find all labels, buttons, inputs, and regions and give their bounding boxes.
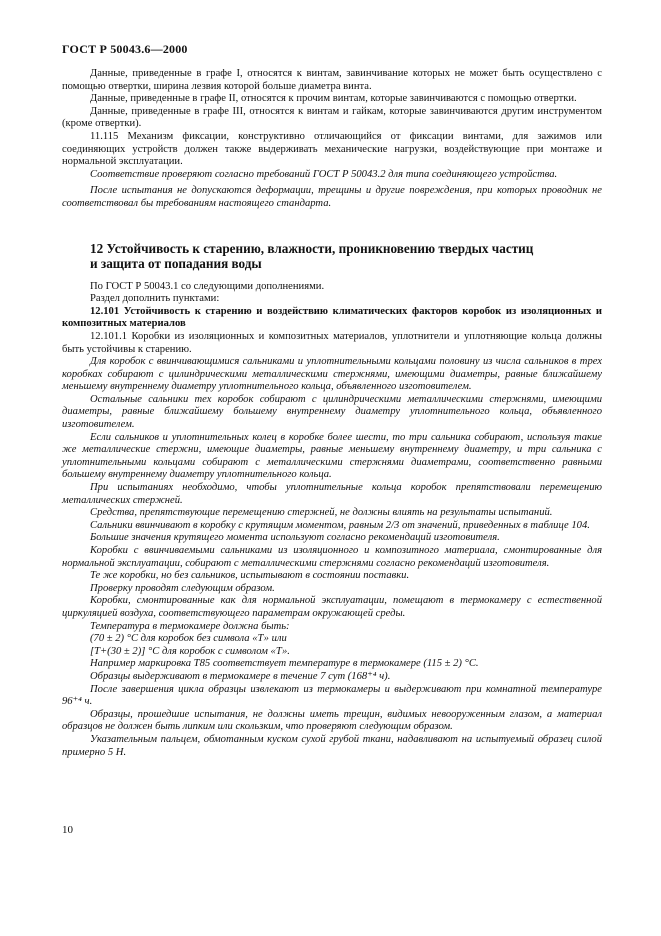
paragraph: Остальные сальники тех коробок собирают с цилиндрическими металлическими стержнями, имеющими диаметры, равные ближайшему большему внутреннему диаметру уплотнительного кольца, объявленного изготовителем.: [62, 393, 602, 431]
page-number: 10: [62, 824, 73, 836]
paragraph: Образцы выдерживают в термокамере в течение 7 сут (168⁺⁴ ч).: [90, 670, 391, 682]
paragraph: Данные, приведенные в графе I, относятся к винтам, завинчивание которых не может быть осуществлено с помощью отвертки, ширина лезвия которой больше диаметра винта.: [62, 68, 602, 92]
paragraph: При испытаниях необходимо, чтобы уплотнительные кольца коробок препятствовали перемещению металлических стержней.: [62, 482, 602, 506]
paragraph: Сальники ввинчивают в коробку с крутящим моментом, равным 2/3 от значений, приведенных в таблице 104.: [90, 519, 590, 531]
paragraph: Температура в термокамере должна быть:: [90, 620, 290, 632]
after-test-note: После испытания не допускаются деформации, трещины и другие повреждения, при которых проводник не соответствовал бы требованиям настоящего стандарта.: [62, 185, 602, 209]
paragraph: После завершения цикла образцы извлекают из термокамеры и выдерживают при комнатной температуре 96⁺⁴ ч.: [62, 683, 602, 708]
temperature-item: [Т+(30 ± 2)] °С для коробок с символом «Т».: [90, 645, 290, 657]
paragraph: Проверку проводят следующим образом.: [90, 582, 275, 594]
paragraph: Если сальников и уплотнительных колец в коробке более шести, то три сальника собирают, используя такие же металлические стержни, имеющие диаметры, равные меньшему внутреннему диаметру, и три сальника с уплотнительными кольцами собирают с металлическими стержнями диаметрами, соответственно равными большему внутреннему диаметру уплотнительного кольца.: [62, 431, 602, 481]
section-heading-line1: 12 Устойчивость к старению, влажности, проникновению твердых частиц: [90, 240, 534, 256]
section-12-heading: [62, 241, 602, 271]
paragraph: Коробки, смонтированные как для нормальной эксплуатации, помещают в термокамеру с естественной циркуляцией воздуха, соответствующего параметрам окружающей среды.: [62, 595, 602, 619]
compliance-note: Соответствие проверяют согласно требований ГОСТ Р 50043.2 для типа соединяющего устройства.: [90, 168, 558, 180]
subsection-12-101-heading: 12.101 Устойчивость к старению и воздействию климатических факторов коробок из изоляционных и композитных материалов: [62, 305, 602, 330]
paragraph: Раздел дополнить пунктами:: [90, 293, 220, 305]
paragraph: Те же коробки, но без сальников, испытывают в состоянии поставки.: [90, 570, 410, 582]
temperature-item: (70 ± 2) °С для коробок без символа «Т» или: [90, 633, 287, 645]
paragraph: Для коробок с ввинчивающимися сальниками и уплотнительными кольцами половину из числа сальников в трех коробках собирают с цилиндрическими металлическими стержнями, имеющими диаметры, равные ближайшему меньшему внутреннему диаметру уплотнительного кольца, объявленного изготовителем.: [62, 356, 602, 393]
paragraph: Коробки с ввинчиваемыми сальниками из изоляционного и композитного материала, смонтированные для нормальной эксплуатации, собирают с металлическими стержнями согласно рекомендаций изготовителя.: [62, 545, 602, 569]
document-body: [62, 68, 602, 759]
paragraph: Указательным пальцем, обмотанным куском сухой грубой ткани, надавливают на испытуемый образец силой примерно 5 Н.: [62, 733, 602, 758]
paragraph: Например маркировка Т85 соответствует температуре в термокамере (115 ± 2) °С.: [90, 658, 479, 670]
page-header: ГОСТ Р 50043.6—2000: [62, 42, 188, 56]
section-heading-line2: и защита от попадания воды: [90, 255, 262, 271]
paragraph: Данные, приведенные в графе III, относятся к винтам и гайкам, которые завинчиваются другим инструментом (кроме отвертки).: [62, 105, 602, 130]
paragraph: Большие значения крутящего момента используют согласно рекомендаций изготовителя.: [90, 532, 500, 544]
paragraph: Средства, препятствующие перемещению стержней, не должны влиять на результаты испытаний.: [90, 507, 553, 519]
paragraph: Образцы, прошедшие испытания, не должны иметь трещин, видимых невооруженным глазом, а материал образцов не должен быть липким или скользким, что проверяют следующим образом.: [62, 708, 602, 733]
clause-12-101-1: 12.101.1 Коробки из изоляционных и композитных материалов, уплотнители и уплотняющие кольца должны быть устойчивы к старению.: [62, 330, 602, 355]
clause-11-115: 11.115 Механизм фиксации, конструктивно отличающийся от фиксации винтами, для зажимов или соединяющих устройств должен также выдерживать механические нагрузки, воздействующие при монтаже и нормальной эксплуатации.: [62, 130, 602, 168]
paragraph: По ГОСТ Р 50043.1 со следующими дополнениями.: [90, 280, 325, 292]
paragraph: Данные, приведенные в графе II, относятся к прочим винтам, которые завинчиваются с помощью отвертки.: [90, 93, 577, 105]
